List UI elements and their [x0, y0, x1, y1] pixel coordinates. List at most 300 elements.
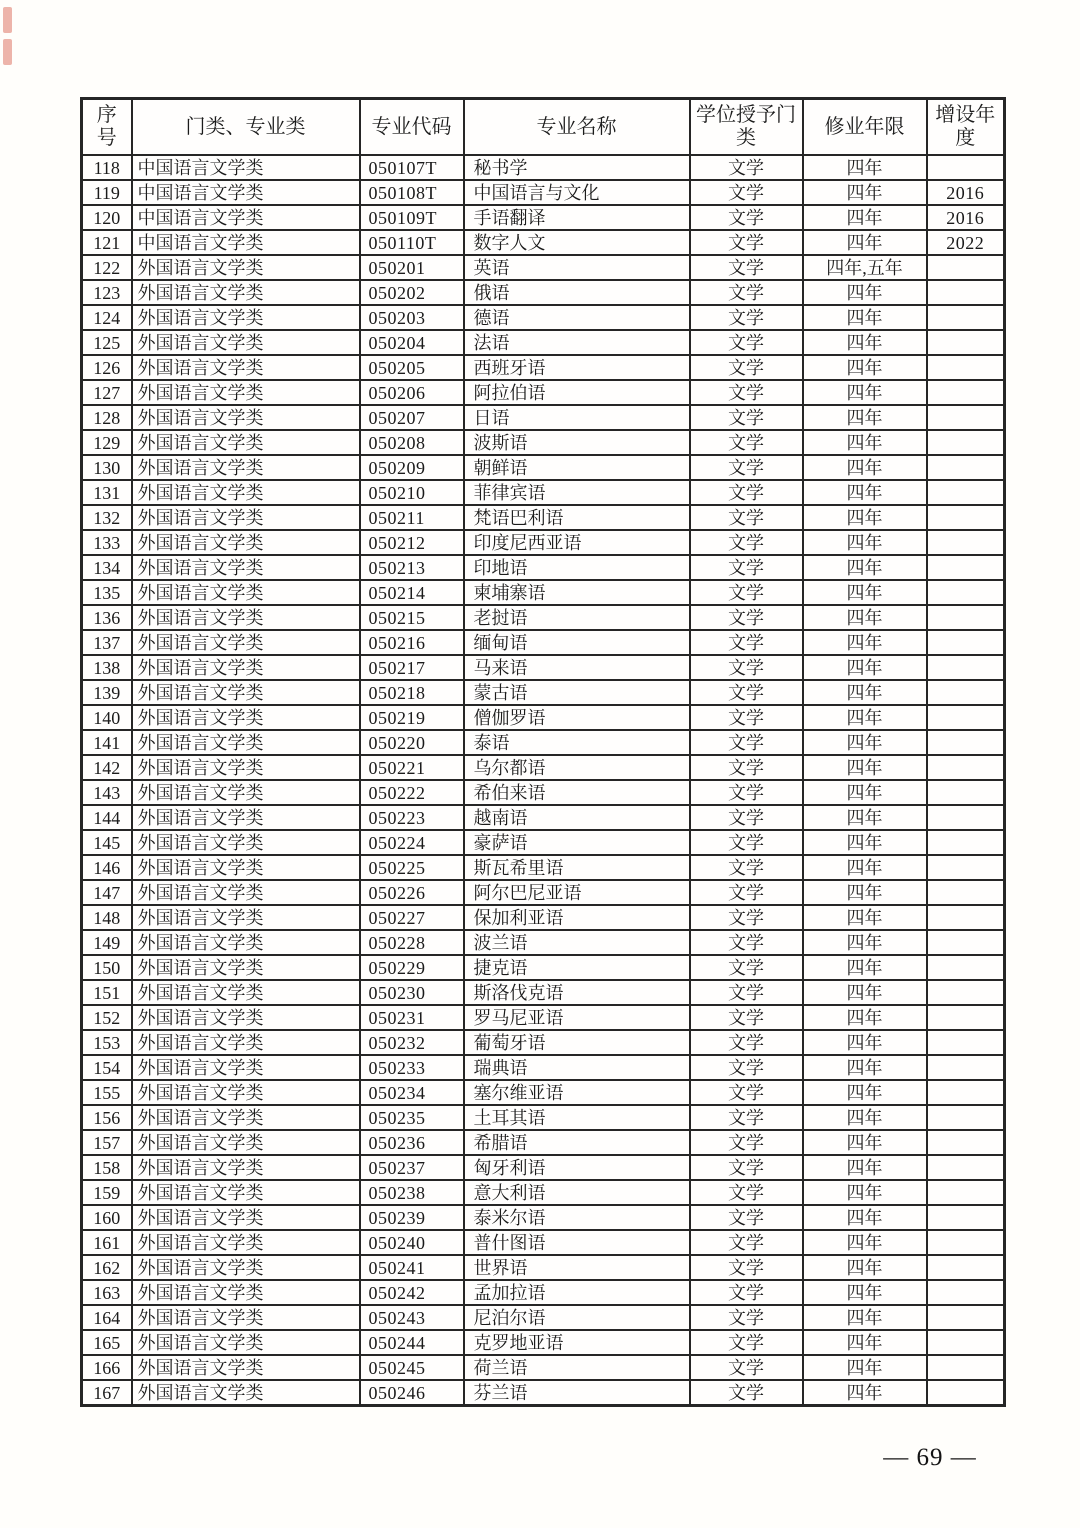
cell-year [927, 1305, 1005, 1330]
cell-degree: 文学 [690, 1255, 803, 1280]
cell-year [927, 1155, 1005, 1180]
table-row [82, 1355, 1005, 1380]
cell-duration: 四年 [803, 830, 927, 855]
table-row [82, 755, 1005, 780]
cell-code: 050227 [360, 905, 464, 930]
cell-category: 外国语言文学类 [132, 1205, 360, 1230]
cell-code: 050219 [360, 705, 464, 730]
cell-duration: 四年 [803, 480, 927, 505]
cell-category: 中国语言文学类 [132, 180, 360, 205]
cell-duration: 四年 [803, 905, 927, 930]
cell-code: 050240 [360, 1230, 464, 1255]
cell-duration: 四年 [803, 405, 927, 430]
cell-seq: 136 [82, 605, 132, 630]
table-row [82, 1330, 1005, 1355]
majors-table [80, 97, 1006, 1407]
cell-year [927, 905, 1005, 930]
cell-degree: 文学 [690, 505, 803, 530]
cell-year [927, 955, 1005, 980]
cell-duration: 四年 [803, 955, 927, 980]
table-row [82, 805, 1005, 830]
cell-seq: 131 [82, 480, 132, 505]
cell-duration: 四年 [803, 330, 927, 355]
cell-category: 外国语言文学类 [132, 330, 360, 355]
cell-code: 050203 [360, 305, 464, 330]
cell-name: 塞尔维亚语 [464, 1080, 690, 1105]
cell-year [927, 530, 1005, 555]
cell-category: 外国语言文学类 [132, 1230, 360, 1255]
cell-category: 外国语言文学类 [132, 1005, 360, 1030]
cell-degree: 文学 [690, 905, 803, 930]
cell-degree: 文学 [690, 330, 803, 355]
table-row [82, 1305, 1005, 1330]
cell-year [927, 1355, 1005, 1380]
header-seq: 序号 [82, 99, 132, 156]
cell-name: 斯瓦希里语 [464, 855, 690, 880]
cell-code: 050207 [360, 405, 464, 430]
cell-year [927, 255, 1005, 280]
cell-category: 外国语言文学类 [132, 555, 360, 580]
cell-name: 荷兰语 [464, 1355, 690, 1380]
cell-year [927, 755, 1005, 780]
cell-degree: 文学 [690, 230, 803, 255]
cell-category: 外国语言文学类 [132, 505, 360, 530]
cell-category: 外国语言文学类 [132, 1330, 360, 1355]
cell-code: 050213 [360, 555, 464, 580]
cell-name: 希伯来语 [464, 780, 690, 805]
cell-category: 外国语言文学类 [132, 1155, 360, 1180]
cell-duration: 四年 [803, 1305, 927, 1330]
cell-category: 外国语言文学类 [132, 580, 360, 605]
cell-degree: 文学 [690, 1330, 803, 1355]
cell-category: 外国语言文学类 [132, 805, 360, 830]
cell-name: 秘书学 [464, 155, 690, 180]
cell-category: 外国语言文学类 [132, 930, 360, 955]
cell-degree: 文学 [690, 1130, 803, 1155]
cell-degree: 文学 [690, 1280, 803, 1305]
cell-name: 瑞典语 [464, 1055, 690, 1080]
cell-degree: 文学 [690, 380, 803, 405]
cell-name: 斯洛伐克语 [464, 980, 690, 1005]
cell-category: 外国语言文学类 [132, 1280, 360, 1305]
cell-year [927, 1055, 1005, 1080]
table-row [82, 905, 1005, 930]
cell-seq: 150 [82, 955, 132, 980]
cell-degree: 文学 [690, 955, 803, 980]
cell-duration: 四年 [803, 1180, 927, 1205]
cell-code: 050242 [360, 1280, 464, 1305]
cell-duration: 四年 [803, 1205, 927, 1230]
cell-name: 日语 [464, 405, 690, 430]
cell-year [927, 380, 1005, 405]
cell-year [927, 405, 1005, 430]
cell-duration: 四年 [803, 430, 927, 455]
cell-category: 中国语言文学类 [132, 155, 360, 180]
cell-duration: 四年 [803, 1380, 927, 1406]
cell-code: 050212 [360, 530, 464, 555]
cell-duration: 四年 [803, 455, 927, 480]
cell-year [927, 1280, 1005, 1305]
cell-year [927, 155, 1005, 180]
cell-degree: 文学 [690, 730, 803, 755]
cell-code: 050230 [360, 980, 464, 1005]
cell-degree: 文学 [690, 1380, 803, 1406]
cell-category: 外国语言文学类 [132, 430, 360, 455]
cell-seq: 128 [82, 405, 132, 430]
header-row [82, 99, 1005, 156]
cell-name: 泰语 [464, 730, 690, 755]
cell-code: 050238 [360, 1180, 464, 1205]
cell-duration: 四年 [803, 1005, 927, 1030]
cell-name: 保加利亚语 [464, 905, 690, 930]
table-row [82, 1255, 1005, 1280]
cell-code: 050229 [360, 955, 464, 980]
cell-degree: 文学 [690, 805, 803, 830]
table-row [82, 680, 1005, 705]
cell-name: 波兰语 [464, 930, 690, 955]
cell-degree: 文学 [690, 255, 803, 280]
cell-duration: 四年 [803, 1255, 927, 1280]
cell-category: 外国语言文学类 [132, 905, 360, 930]
cell-seq: 125 [82, 330, 132, 355]
cell-degree: 文学 [690, 880, 803, 905]
cell-degree: 文学 [690, 1055, 803, 1080]
header-degree: 学位授予门类 [690, 99, 803, 156]
cell-year [927, 1005, 1005, 1030]
cell-degree: 文学 [690, 755, 803, 780]
cell-seq: 122 [82, 255, 132, 280]
cell-year [927, 1255, 1005, 1280]
cell-seq: 118 [82, 155, 132, 180]
cell-code: 050232 [360, 1030, 464, 1055]
cell-category: 外国语言文学类 [132, 405, 360, 430]
red-mark-bottom [3, 39, 12, 65]
cell-degree: 文学 [690, 555, 803, 580]
cell-category: 外国语言文学类 [132, 1355, 360, 1380]
cell-year [927, 980, 1005, 1005]
cell-category: 外国语言文学类 [132, 980, 360, 1005]
header-name: 专业名称 [464, 99, 690, 156]
cell-seq: 151 [82, 980, 132, 1005]
cell-duration: 四年 [803, 1355, 927, 1380]
cell-code: 050239 [360, 1205, 464, 1230]
cell-code: 050228 [360, 930, 464, 955]
cell-degree: 文学 [690, 155, 803, 180]
cell-seq: 166 [82, 1355, 132, 1380]
cell-seq: 157 [82, 1130, 132, 1155]
cell-category: 外国语言文学类 [132, 605, 360, 630]
cell-year [927, 330, 1005, 355]
cell-year [927, 580, 1005, 605]
cell-name: 克罗地亚语 [464, 1330, 690, 1355]
cell-year [927, 805, 1005, 830]
cell-code: 050202 [360, 280, 464, 305]
cell-seq: 160 [82, 1205, 132, 1230]
table-row [82, 1180, 1005, 1205]
cell-year [927, 730, 1005, 755]
cell-category: 外国语言文学类 [132, 530, 360, 555]
table-row [82, 330, 1005, 355]
cell-name: 柬埔寨语 [464, 580, 690, 605]
cell-code: 050214 [360, 580, 464, 605]
cell-code: 050205 [360, 355, 464, 380]
cell-year [927, 505, 1005, 530]
cell-degree: 文学 [690, 280, 803, 305]
cell-degree: 文学 [690, 580, 803, 605]
cell-category: 外国语言文学类 [132, 455, 360, 480]
cell-year [927, 1080, 1005, 1105]
cell-duration: 四年 [803, 1105, 927, 1130]
cell-seq: 158 [82, 1155, 132, 1180]
cell-seq: 156 [82, 1105, 132, 1130]
cell-seq: 120 [82, 205, 132, 230]
cell-category: 外国语言文学类 [132, 830, 360, 855]
cell-seq: 137 [82, 630, 132, 655]
table-row [82, 280, 1005, 305]
cell-category: 外国语言文学类 [132, 1130, 360, 1155]
cell-seq: 127 [82, 380, 132, 405]
cell-year [927, 605, 1005, 630]
cell-duration: 四年 [803, 630, 927, 655]
cell-degree: 文学 [690, 1105, 803, 1130]
cell-year: 2022 [927, 230, 1005, 255]
cell-name: 手语翻译 [464, 205, 690, 230]
table-header [82, 99, 1005, 156]
cell-code: 050243 [360, 1305, 464, 1330]
cell-seq: 129 [82, 430, 132, 455]
cell-year [927, 280, 1005, 305]
cell-code: 050201 [360, 255, 464, 280]
cell-name: 梵语巴利语 [464, 505, 690, 530]
cell-seq: 139 [82, 680, 132, 705]
cell-code: 050234 [360, 1080, 464, 1105]
cell-category: 外国语言文学类 [132, 955, 360, 980]
cell-name: 英语 [464, 255, 690, 280]
cell-name: 波斯语 [464, 430, 690, 455]
cell-category: 外国语言文学类 [132, 630, 360, 655]
cell-degree: 文学 [690, 1180, 803, 1205]
table-row [82, 305, 1005, 330]
cell-duration: 四年 [803, 1055, 927, 1080]
cell-seq: 145 [82, 830, 132, 855]
cell-year [927, 305, 1005, 330]
header-category: 门类、专业类 [132, 99, 360, 156]
cell-degree: 文学 [690, 405, 803, 430]
cell-category: 外国语言文学类 [132, 1105, 360, 1130]
cell-seq: 159 [82, 1180, 132, 1205]
cell-category: 外国语言文学类 [132, 880, 360, 905]
cell-name: 印度尼西亚语 [464, 530, 690, 555]
cell-category: 外国语言文学类 [132, 855, 360, 880]
cell-degree: 文学 [690, 180, 803, 205]
cell-duration: 四年 [803, 280, 927, 305]
cell-duration: 四年 [803, 880, 927, 905]
cell-seq: 148 [82, 905, 132, 930]
table-row [82, 1205, 1005, 1230]
cell-category: 中国语言文学类 [132, 230, 360, 255]
table-row [82, 255, 1005, 280]
cell-year: 2016 [927, 180, 1005, 205]
cell-name: 葡萄牙语 [464, 1030, 690, 1055]
cell-code: 050210 [360, 480, 464, 505]
table-row [82, 380, 1005, 405]
header-duration: 修业年限 [803, 99, 927, 156]
cell-seq: 147 [82, 880, 132, 905]
cell-year [927, 930, 1005, 955]
table-row [82, 830, 1005, 855]
cell-year [927, 1380, 1005, 1406]
cell-duration: 四年 [803, 705, 927, 730]
cell-seq: 123 [82, 280, 132, 305]
cell-degree: 文学 [690, 430, 803, 455]
cell-seq: 135 [82, 580, 132, 605]
cell-name: 朝鲜语 [464, 455, 690, 480]
cell-name: 蒙古语 [464, 680, 690, 705]
cell-code: 050209 [360, 455, 464, 480]
cell-year [927, 705, 1005, 730]
cell-category: 中国语言文学类 [132, 205, 360, 230]
cell-category: 外国语言文学类 [132, 255, 360, 280]
cell-name: 乌尔都语 [464, 755, 690, 780]
cell-degree: 文学 [690, 305, 803, 330]
cell-duration: 四年 [803, 680, 927, 705]
cell-category: 外国语言文学类 [132, 1180, 360, 1205]
cell-duration: 四年 [803, 555, 927, 580]
cell-code: 050241 [360, 1255, 464, 1280]
cell-duration: 四年 [803, 1130, 927, 1155]
cell-seq: 161 [82, 1230, 132, 1255]
cell-code: 050226 [360, 880, 464, 905]
cell-year [927, 430, 1005, 455]
cell-seq: 126 [82, 355, 132, 380]
cell-duration: 四年 [803, 205, 927, 230]
header-code: 专业代码 [360, 99, 464, 156]
cell-duration: 四年 [803, 355, 927, 380]
table-row [82, 955, 1005, 980]
cell-code: 050211 [360, 505, 464, 530]
cell-degree: 文学 [690, 1355, 803, 1380]
cell-year [927, 780, 1005, 805]
cell-name: 僧伽罗语 [464, 705, 690, 730]
table-row [82, 155, 1005, 180]
cell-year [927, 655, 1005, 680]
table-row [82, 1280, 1005, 1305]
cell-duration: 四年 [803, 380, 927, 405]
cell-code: 050223 [360, 805, 464, 830]
table-row [82, 180, 1005, 205]
table-row [82, 1105, 1005, 1130]
cell-seq: 138 [82, 655, 132, 680]
table-row [82, 880, 1005, 905]
cell-name: 阿尔巴尼亚语 [464, 880, 690, 905]
cell-code: 050235 [360, 1105, 464, 1130]
cell-category: 外国语言文学类 [132, 1255, 360, 1280]
cell-code: 050233 [360, 1055, 464, 1080]
cell-seq: 162 [82, 1255, 132, 1280]
cell-degree: 文学 [690, 705, 803, 730]
cell-category: 外国语言文学类 [132, 780, 360, 805]
cell-category: 外国语言文学类 [132, 1030, 360, 1055]
cell-duration: 四年 [803, 805, 927, 830]
cell-name: 罗马尼亚语 [464, 1005, 690, 1030]
majors-table-container [80, 97, 1003, 1407]
cell-name: 菲律宾语 [464, 480, 690, 505]
cell-seq: 152 [82, 1005, 132, 1030]
table-row [82, 1380, 1005, 1406]
cell-code: 050245 [360, 1355, 464, 1380]
cell-category: 外国语言文学类 [132, 480, 360, 505]
cell-seq: 124 [82, 305, 132, 330]
cell-degree: 文学 [690, 205, 803, 230]
cell-duration: 四年,五年 [803, 255, 927, 280]
cell-name: 越南语 [464, 805, 690, 830]
cell-year [927, 355, 1005, 380]
table-row [82, 455, 1005, 480]
cell-degree: 文学 [690, 980, 803, 1005]
cell-seq: 163 [82, 1280, 132, 1305]
cell-code: 050208 [360, 430, 464, 455]
cell-degree: 文学 [690, 1205, 803, 1230]
cell-degree: 文学 [690, 530, 803, 555]
cell-year [927, 1130, 1005, 1155]
cell-category: 外国语言文学类 [132, 280, 360, 305]
table-row [82, 580, 1005, 605]
cell-name: 捷克语 [464, 955, 690, 980]
header-year: 增设年度 [927, 99, 1005, 156]
table-row [82, 1005, 1005, 1030]
cell-name: 尼泊尔语 [464, 1305, 690, 1330]
cell-category: 外国语言文学类 [132, 705, 360, 730]
cell-seq: 140 [82, 705, 132, 730]
cell-code: 050225 [360, 855, 464, 880]
cell-seq: 154 [82, 1055, 132, 1080]
cell-name: 缅甸语 [464, 630, 690, 655]
cell-name: 法语 [464, 330, 690, 355]
cell-seq: 165 [82, 1330, 132, 1355]
cell-degree: 文学 [690, 1305, 803, 1330]
cell-degree: 文学 [690, 780, 803, 805]
cell-year [927, 855, 1005, 880]
cell-code: 050108T [360, 180, 464, 205]
cell-category: 外国语言文学类 [132, 755, 360, 780]
cell-year [927, 1205, 1005, 1230]
cell-year [927, 455, 1005, 480]
table-row [82, 730, 1005, 755]
cell-name: 阿拉伯语 [464, 380, 690, 405]
cell-year: 2016 [927, 205, 1005, 230]
cell-degree: 文学 [690, 930, 803, 955]
cell-code: 050218 [360, 680, 464, 705]
cell-duration: 四年 [803, 1230, 927, 1255]
cell-category: 外国语言文学类 [132, 655, 360, 680]
cell-seq: 144 [82, 805, 132, 830]
cell-name: 希腊语 [464, 1130, 690, 1155]
cell-seq: 142 [82, 755, 132, 780]
table-row [82, 505, 1005, 530]
cell-degree: 文学 [690, 605, 803, 630]
cell-name: 泰米尔语 [464, 1205, 690, 1230]
cell-year [927, 1030, 1005, 1055]
cell-seq: 134 [82, 555, 132, 580]
cell-seq: 146 [82, 855, 132, 880]
cell-category: 外国语言文学类 [132, 1080, 360, 1105]
cell-duration: 四年 [803, 980, 927, 1005]
cell-code: 050217 [360, 655, 464, 680]
cell-duration: 四年 [803, 755, 927, 780]
cell-name: 印地语 [464, 555, 690, 580]
cell-year [927, 830, 1005, 855]
cell-seq: 164 [82, 1305, 132, 1330]
